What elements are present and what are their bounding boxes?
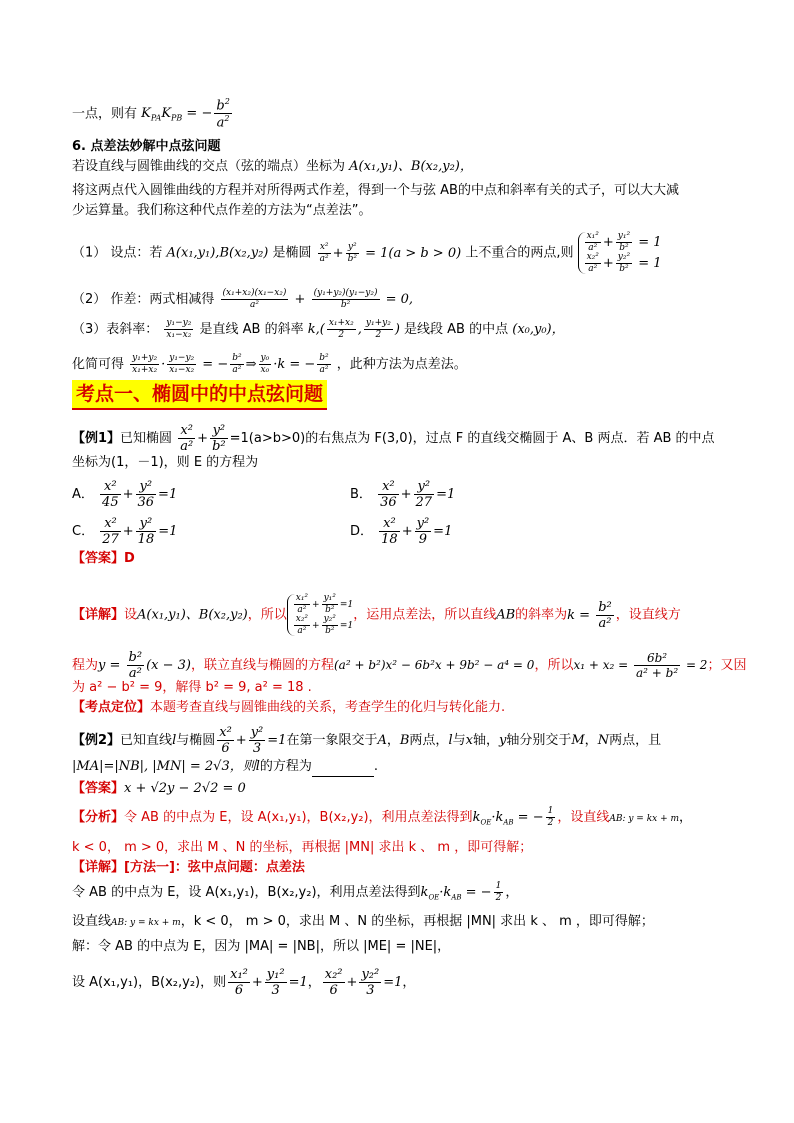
detail-text: 令 AB 的中点为 E，设 A(x₁,y₁)，B(x₂,y₂)，利用点差法得到 <box>72 885 421 900</box>
intro-para-3: 少运算量。我们称这种代点作差的方法为“点差法”。 <box>72 203 372 218</box>
kaodian-text: 本题考查直线与圆锥曲线的关系，考查学生的化归与转化能力. <box>150 700 506 715</box>
example-1-text: 已知椭圆 <box>120 431 173 446</box>
slope-formula: $\frac{\text{y₁−y₂}}{\text{x₁−x₂}}$ <box>166 318 192 340</box>
example-2-text: 两点，且 <box>609 733 662 748</box>
example-1-line-2: 坐标为(1，－1)，则 E 的方程为 <box>72 455 259 470</box>
option-denominator-1: 36 <box>380 495 397 510</box>
detail-text: ，设直线方 <box>615 607 681 623</box>
detail-text: ，所以 <box>247 607 287 623</box>
step-2 <box>72 289 732 310</box>
option-denominator-2: 18 <box>137 532 155 547</box>
step-3-mid2: 是线段 AB 的中点 <box>404 322 509 337</box>
example-1-line-1 <box>72 424 732 453</box>
section-6-title: 6. 点差法妙解中点弦问题 <box>72 139 221 154</box>
difference-formula: $\frac{\text{(x₁+x₂)(x₁−x₂)}}{\text{a²}}$ + $\frac{\text{(y₁+y₂)(y₁−y₂)}}{\text{b²}}$ = 0, <box>222 288 414 310</box>
analysis-text: ，设直线 <box>557 810 610 825</box>
detail-text: ，k < 0， m > 0，求出 M 、N 的坐标，再根据 |MN| 求出 k 、 m ，即可得解； <box>180 914 654 929</box>
option-label: A． <box>72 487 94 502</box>
example-1-tag: 【例1】 <box>72 431 121 446</box>
option-d[interactable] <box>350 517 452 546</box>
detail-text: ， <box>402 975 416 990</box>
para-text: 若设直线与圆锥曲线的交点（弦的端点）坐标为 <box>72 159 346 174</box>
example-1-kaodian <box>72 698 732 718</box>
example-2-detail-1: 令 AB 的中点为 E，设 A(x₁,y₁)，B(x₂,y₂)，利用点差法得到$k_{OE}\cdot k_{AB}$ = − $\frac{1}{2}$ ， <box>72 881 519 903</box>
option-label: D． <box>350 524 374 539</box>
answer-blank[interactable] <box>312 762 374 777</box>
option-c[interactable] <box>72 517 177 546</box>
option-b[interactable] <box>350 480 455 509</box>
example-2-text: 在第一象限交于 <box>286 733 378 748</box>
example-2-tag: 【例2】 <box>72 733 121 748</box>
intro-line-1 <box>72 98 732 130</box>
intro-para-2: 将这两点代入圆锥曲线的方程并对所得两式作差，得到一个与弦 AB的中点和斜率有关的式子，可以大大减 <box>72 183 679 198</box>
analysis-tag: 【分析】 <box>72 810 125 825</box>
example-1-detail-2: 程为y = $\frac{\text{b²}}{\text{a²}}$ (x − 3)，联立直线与椭圆的方程(a² + b²)x² − 6b²x + 9b² − a⁴ = 0，所以x₁ + x₂ = $\frac{\text{6b²}}{\text{a² + b²}}$ = 2；又因 <box>72 650 747 681</box>
method-title: [方法一]：弦中点问题：点差法 <box>124 860 305 875</box>
example-2-text: 与椭圆 <box>176 733 216 748</box>
step-4 <box>72 354 732 375</box>
heading-text: 考点一、椭圆中的中点弦问题 <box>76 383 324 405</box>
ellipse-equation: $\frac{\text{x²}}{\text{a²}}$ + $\frac{\text{y²}}{\text{b²}}$ <box>180 423 226 454</box>
example-2-detail-4: 设 A(x₁,y₁)，B(x₂,y₂)，则 $\frac{\text{x₁²}}{6}$ + $\frac{\text{y₁²}}{3}$ =1， $\frac{\text{x₂²}}{6}$ + $\frac{\text{y₂²}}{3}$ =1， <box>72 967 416 998</box>
option-denominator-2: 36 <box>137 495 155 510</box>
option-formula: $\frac{\text{x²}}{27}$ + $\frac{\text{y²}}{18}$ =1 <box>102 516 178 547</box>
example-2-answer <box>72 779 732 799</box>
example-1-detail-1: 【详解】设A(x₁,y₁)、B(x₂,y₂)，所以 $\frac{\text{x₁²}}{\text{a²}}$ + $\frac{\text{y₁²}}{\text{b²}}$ =1 $\frac{\text{x₂²}}{\text{a²}}$ + $\frac{\text{y₂²}}{\text{b²}}$ =1 ，运用点差法，所以直线AB的斜率为k = $\frac{\text{b²}}{\text{a²}}$ ，设直线方 <box>72 593 681 636</box>
answer-tag: 【答案】 <box>72 781 125 796</box>
detail-text: 设直线 <box>72 914 112 929</box>
option-denominator-1: 45 <box>102 495 119 510</box>
example-2-detail-3: 解：令 AB 的中点为 E，因为 |MA| = |NB|，所以 |ME| = |NE|， <box>72 939 451 954</box>
detail-text: ，联立直线与椭圆的方程 <box>190 658 334 673</box>
example-1-text-2: =1(a>b>0)的右焦点为 F(3,0)，过点 F 的直线交椭圆于 A、B 两点．若 AB 的中点 <box>229 431 715 446</box>
detail-system: $\frac{\text{x₁²}}{\text{a²}}$ + $\frac{\text{y₁²}}{\text{b²}}$ =1 $\frac{\text{x₂²}}{\text{a²}}$ + $\frac{\text{y₂²}}{\text{b²}}$ =1 <box>287 594 353 636</box>
example-2-line-2: |MA|=|NB|, |MN| = 2√3，则l的方程为 . <box>72 757 732 777</box>
example-2-detail-2: 设直线AB: y = kx + m，k < 0， m > 0，求出 M 、N 的坐标，再根据 |MN| 求出 k 、 m ，即可得解； <box>72 914 654 929</box>
detail-text: 设 <box>124 607 138 623</box>
step-2-label: （2） 作差：两式相减得 <box>72 292 215 307</box>
answer-value: D <box>124 551 135 566</box>
option-label: C． <box>72 524 95 539</box>
slope-product-formula: $K_{PA}K_{PB}$ = − $\frac{b^2}{a^2}$ <box>141 97 230 131</box>
example-2-text: 轴分别交于 <box>506 733 572 748</box>
option-denominator-1: 18 <box>381 532 398 547</box>
detail-text: 的斜率为 <box>515 607 568 623</box>
option-denominator-2: 27 <box>415 495 433 510</box>
example-2-analysis-1: 【分析】令 AB 的中点为 E，设 A(x₁,y₁)，B(x₂,y₂)，利用点差法得到$k_{OE}\cdot k_{AB}$ = − $\frac{1}{2}$ ，设直线AB: y = kx + m， <box>72 806 693 828</box>
option-denominator-2: 9 <box>418 532 428 547</box>
step-3 <box>72 319 732 340</box>
example-2-text: 轴， <box>472 733 499 748</box>
example-2-text: 与 <box>452 733 466 748</box>
intro-para-1 <box>72 157 732 177</box>
option-denominator-1: 27 <box>102 532 119 547</box>
example-2-text: . <box>373 759 379 774</box>
midpoint-formula: k,( $\frac{\text{x₁+x₂}}{2}$ , $\frac{\text{y₁+y₂}}{2}$ ) <box>307 318 400 340</box>
step-3-label: （3）表斜率： <box>72 322 159 337</box>
step-3-mid: 是直线 AB 的斜率 <box>199 322 304 337</box>
analysis-text: 令 AB 的中点为 E，设 A(x₁,y₁)，B(x₂,y₂)，利用点差法得到 <box>124 810 473 825</box>
example-2-analysis-2: k < 0， m > 0，求出 M 、N 的坐标，再根据 |MN| 求出 k 、 m ，即可得解； <box>72 840 533 855</box>
detail-text: ；又因 <box>707 658 747 673</box>
answer-value: x + √2y − 2√2 = 0 <box>124 781 246 796</box>
coords-formula: A(x₁,y₁)、B(x₂,y₂)， <box>349 159 473 174</box>
step-1 <box>72 232 732 274</box>
step-1-mid: 是椭圆 <box>272 245 312 261</box>
step-1-cond: 上不重合的两点,则 <box>465 245 574 261</box>
point-formula: A(x₁,y₁),B(x₂,y₂) <box>166 245 269 261</box>
step-4-label: 化简可得 <box>72 357 125 372</box>
step-1-label: （1） 设点：若 <box>72 245 163 261</box>
detail-text: ，所以 <box>534 658 574 673</box>
answer-tag: 【答案】 <box>72 551 125 566</box>
detail-text: 程为 <box>72 658 99 673</box>
option-formula: $\frac{\text{x²}}{45}$ + $\frac{\text{y²}}{36}$ =1 <box>102 479 178 510</box>
ellipse-formula: $\frac{\text{x²}}{\text{a²}}$ + $\frac{\text{y²}}{\text{b²}}$ = 1(a > b > 0) <box>319 241 462 264</box>
detail-text: 设 A(x₁,y₁)，B(x₂,y₂)，则 <box>72 975 227 990</box>
example-2-detail-header <box>72 858 732 878</box>
intro-text: 一点，则有 <box>72 106 138 122</box>
simplified-formula: $\frac{\text{y₁+y₂}}{\text{x₁+x₂}}$ · $\frac{\text{y₁−y₂}}{\text{x₁−x₂}}$ = − $\frac{\text{b²}}{\text{a²}}$ ⇒ $\frac{\text{y₀}}{\text{x₀}}$ ·k = − $\frac{\text{b²}}{\text{a²}}$ <box>132 353 329 375</box>
step-4-tail: ，此种方法为点差法。 <box>336 357 467 372</box>
example-2-line-1: 【例2】已知直线l与椭圆 $\frac{\text{x²}}{6}$ + $\frac{\text{y²}}{3}$ =1在第一象限交于A，B两点，l与x轴，y轴分别交于M，N两点，且 <box>72 725 662 756</box>
equation-system: $\frac{\text{x₁²}}{\text{a²}}$ + $\frac{\text{y₁²}}{\text{b²}}$ = 1 $\frac{\text{x₂²}}{\text{a²}}$ + $\frac{\text{y₂²}}{\text{b²}}$ = 1 <box>578 232 662 274</box>
example-1-detail-3: 为 a² − b² = 9，解得 b² = 9, a² = 18 . <box>72 680 312 695</box>
option-formula: $\frac{\text{x²}}{36}$ + $\frac{\text{y²}}{27}$ =1 <box>380 479 456 510</box>
option-formula: $\frac{\text{x²}}{18}$ + $\frac{\text{y²}}{9}$ =1 <box>381 516 453 547</box>
example-2-text: 两点， <box>409 733 449 748</box>
condition-formula: |MA|=|NB|, |MN| = 2√3，则 <box>72 759 256 774</box>
example-2-text: 已知直线 <box>120 733 173 748</box>
detail-tag: 【详解】 <box>72 860 125 875</box>
example-2-text: 的方程为 <box>259 759 312 774</box>
detail-text: ，运用点差法，所以直线 <box>353 607 497 623</box>
detail-tag: 【详解】 <box>72 607 125 623</box>
option-label: B． <box>350 487 372 502</box>
example-1-answer <box>72 549 732 569</box>
midpoint-coords: (x₀,y₀)， <box>512 322 565 337</box>
section-heading <box>72 380 327 410</box>
option-a[interactable] <box>72 480 177 509</box>
kaodian-tag: 【考点定位】 <box>72 700 151 715</box>
